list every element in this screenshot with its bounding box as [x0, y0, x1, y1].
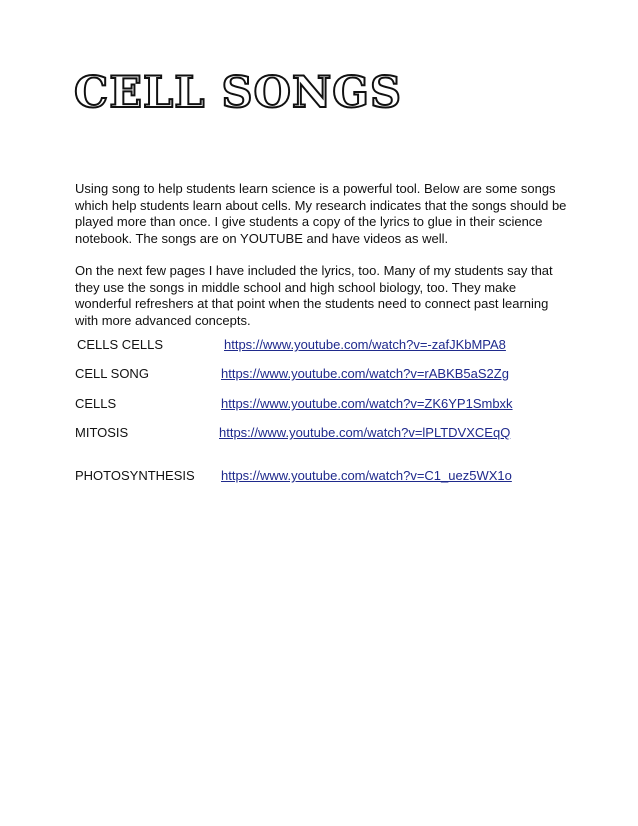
song-row-mitosis — [75, 424, 575, 442]
intro-paragraph: Using song to help students learn science is a powerful tool. Below are some songs which help students learn about cells. My research indicates that the songs should be played more than once. I give students a copy of the lyrics to glue in their science notebook. The songs are on YOUTUBE and have videos as well. — [75, 181, 567, 246]
song-link[interactable]: https://www.youtube.com/watch?v=rABKB5aS2Zg — [221, 366, 509, 381]
song-link[interactable]: https://www.youtube.com/watch?v=lPLTDVXCEqQ — [219, 425, 511, 440]
song-link[interactable]: https://www.youtube.com/watch?v=C1_uez5WX1o — [221, 468, 512, 483]
song-name: MITOSIS — [75, 425, 129, 440]
song-row-photosynthesis — [75, 467, 575, 485]
song-row-cell-song — [75, 365, 575, 383]
song-name: CELL SONG — [75, 366, 149, 381]
song-name: CELLS — [75, 396, 117, 411]
song-name: PHOTOSYNTHESIS — [75, 468, 195, 483]
lyrics-paragraph: On the next few pages I have included the lyrics, too. Many of my students say that they use the songs in middle school and high school biology, too. They make wonderful refreshers at that point when the students need to connect past learning with more advanced concepts. — [75, 263, 553, 328]
page-title: CELL SONGS — [74, 68, 403, 118]
song-name: CELLS CELLS — [77, 337, 163, 352]
song-link[interactable]: https://www.youtube.com/watch?v=ZK6YP1Smbxk — [221, 396, 513, 411]
song-link[interactable]: https://www.youtube.com/watch?v=-zafJKbMPA8 — [224, 337, 506, 352]
song-row-cells — [75, 395, 575, 413]
song-row-cells-cells — [75, 336, 575, 354]
